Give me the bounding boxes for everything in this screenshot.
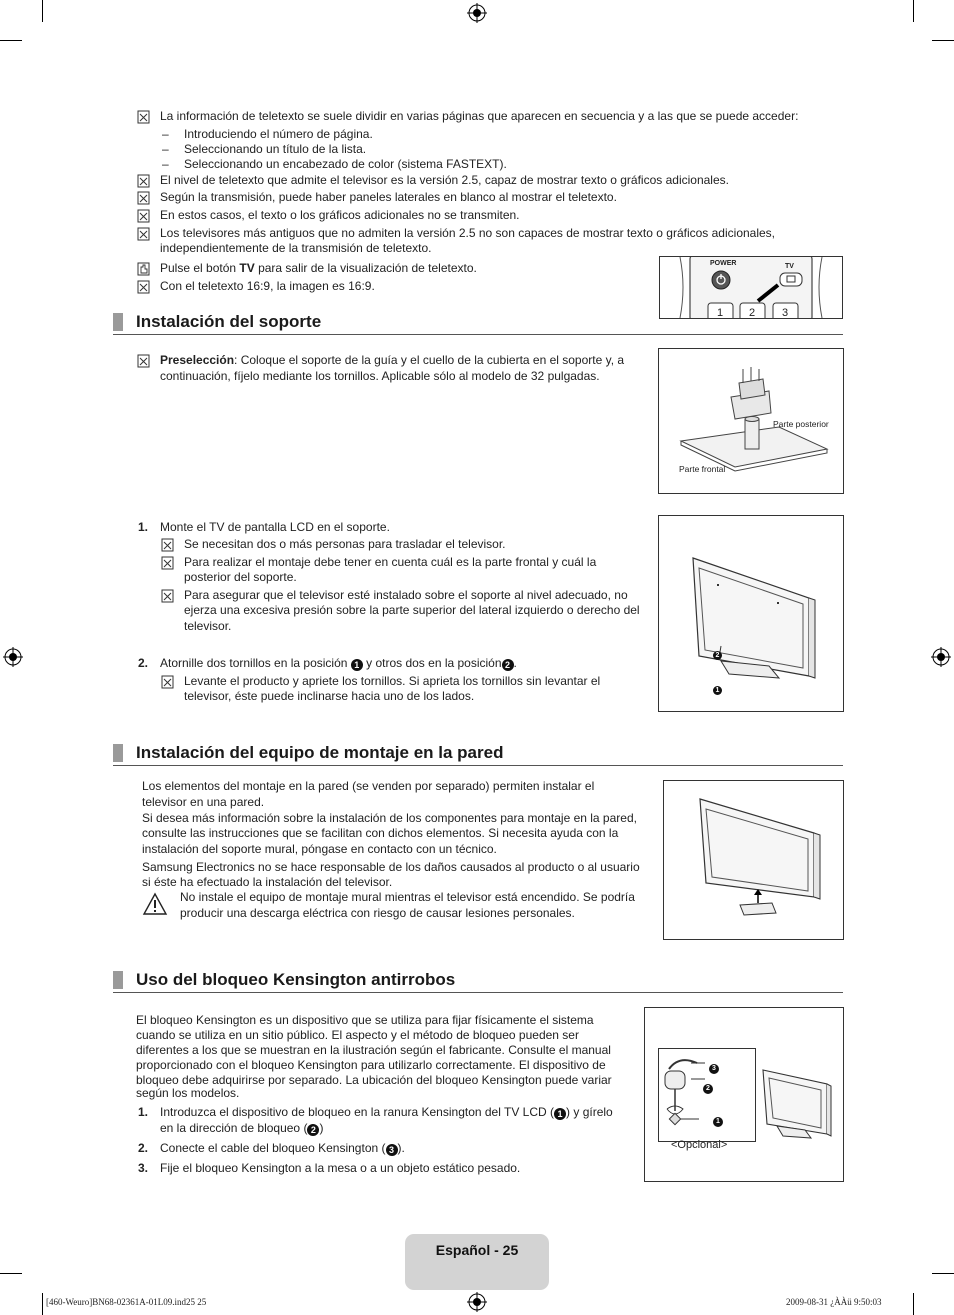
circled-number-3: 3	[709, 1064, 719, 1074]
crop-mark	[932, 1273, 954, 1274]
paragraph: instalación del soporte mural, póngase en contacto con un técnico.	[142, 842, 497, 856]
note-icon	[137, 191, 151, 205]
step-text: Atornille dos tornillos en la posición 1 y otros dos en la posición 2 .	[160, 656, 517, 670]
paragraph: proporcionado con el bloqueo Kensington para utilizarlo correctamente. El dispositivo de	[136, 1058, 606, 1072]
key-1: 1	[717, 307, 724, 319]
warning-icon	[142, 892, 168, 916]
dash: –	[162, 127, 169, 141]
paragraph: diferentes a los que se muestran en la ilustración según el fabricante. Consulte el manual	[136, 1043, 611, 1057]
circled-number-2: 2	[307, 1124, 319, 1136]
paragraph: televisor en una pared.	[142, 795, 265, 809]
preselection-text: Preselección: Coloque el soporte de la guía y el cuello de la cubierta en el soporte y, a	[160, 353, 625, 367]
note-text: La información de teletexto se suele dividir en varias páginas que aparecen en secuencia y a las que se puede acceder:	[160, 109, 799, 123]
dash-item: Introduciendo el número de página.	[184, 127, 373, 141]
tv-kensington-illustration	[757, 1066, 837, 1146]
step-text: Conecte el cable del bloqueo Kensington ( 3 ).	[160, 1141, 405, 1155]
step-text: Introduzca el dispositivo de bloqueo en la ranura Kensington del TV LCD ( 1 ) y gírelo	[160, 1105, 613, 1119]
power-label: POWER	[710, 260, 737, 267]
circled-number-1: 1	[351, 659, 363, 671]
warning-text: No instale el equipo de montaje mural mientras el televisor está encendido. Se podría	[180, 890, 635, 904]
lock-illustration	[659, 1049, 755, 1141]
tv-back-illustration	[659, 516, 843, 711]
circled-number-1: 1	[713, 686, 722, 695]
note-text: televisor.	[184, 619, 232, 633]
stand-figure	[658, 348, 844, 494]
section-title-wall: Instalación del equipo de montaje en la pared	[136, 743, 504, 762]
note-icon	[161, 538, 175, 552]
registration-mark-icon	[467, 3, 487, 23]
circled-number-1: 1	[554, 1108, 566, 1120]
step-number: 1.	[138, 520, 149, 534]
step-number: 3.	[138, 1161, 149, 1175]
circled-number-2: 2	[502, 659, 514, 671]
circled-number-2: 2	[713, 651, 722, 660]
note-text: independientemente de la transmisión de teletexto.	[160, 241, 432, 255]
note-icon	[137, 209, 151, 223]
note-icon	[137, 110, 151, 124]
registration-mark-icon	[3, 647, 23, 667]
key-2: 2	[749, 307, 756, 319]
circled-number-2: 2	[703, 1084, 713, 1094]
tv-label: TV	[785, 263, 794, 270]
crop-mark	[0, 1273, 22, 1274]
paragraph: cuando se utiliza en un sitio público. El aspecto y el método de bloqueo pueden ser	[136, 1028, 579, 1042]
note-icon	[137, 174, 151, 188]
fig-label-front: Parte frontal	[679, 464, 726, 474]
note-icon	[161, 675, 175, 689]
dash: –	[162, 157, 169, 171]
page-number: Español - 25	[435, 1242, 519, 1258]
step-text: Monte el TV de pantalla LCD en el soporte.	[160, 520, 390, 534]
paragraph: si éste ha efectuado la instalación del televisor.	[142, 875, 393, 889]
note-text: Pulse el botón TV para salir de la visualización de teletexto.	[160, 261, 477, 275]
note-text: Con el teletexto 16:9, la imagen es 16:9.	[160, 279, 375, 293]
section-rule	[113, 765, 843, 766]
section-bar	[113, 971, 123, 989]
key-3: 3	[782, 307, 789, 319]
note-text: Según la transmisión, puede haber paneles laterales en blanco al mostrar el teletexto.	[160, 190, 617, 204]
crop-mark	[42, 0, 43, 22]
crop-mark	[0, 40, 22, 41]
wall-mount-illustration	[664, 781, 843, 939]
paragraph: Si desea más información sobre la instalación de los componentes para montaje en la pared,	[142, 811, 637, 825]
warning-text: producir una descarga eléctrica con riesgo de causar lesiones personales.	[180, 906, 575, 920]
note-text: ejerza una excesiva presión sobre la parte superior del lateral izquierdo o derecho del	[184, 603, 640, 617]
step-text: Fije el bloqueo Kensington a la mesa o a un objeto estático pesado.	[160, 1161, 521, 1175]
lock-inset	[658, 1048, 756, 1142]
section-title-kensington: Uso del bloqueo Kensington antirrobos	[136, 970, 456, 989]
note-text: posterior del soporte.	[184, 570, 297, 584]
crop-mark	[42, 1293, 43, 1315]
circled-number-1: 1	[713, 1117, 723, 1127]
section-title-stand: Instalación del soporte	[136, 312, 322, 331]
dash: –	[162, 142, 169, 156]
crop-mark	[932, 40, 954, 41]
note-icon	[137, 354, 151, 368]
crop-mark	[913, 1293, 914, 1315]
section-rule	[113, 334, 843, 335]
paragraph: según los modelos.	[136, 1086, 240, 1100]
tv-mount-figure	[658, 515, 844, 712]
remote-figure	[659, 256, 843, 319]
kensington-figure	[644, 1007, 844, 1182]
step-number: 2.	[138, 1141, 149, 1155]
optional-label: <Opcional>	[671, 1139, 728, 1151]
preselection-text: continuación, fíjelo mediante los tornillos. Aplicable sólo al modelo de 32 pulgadas.	[160, 369, 600, 383]
note-text: El nivel de teletexto que admite el televisor es la versión 2.5, capaz de mostrar texto o gráficos adicionales.	[160, 173, 729, 187]
section-rule	[113, 992, 843, 993]
note-text: Para realizar el montaje debe tener en cuenta cuál es la parte frontal y cuál la	[184, 555, 597, 569]
step-number: 2.	[138, 656, 149, 670]
note-text: Para asegurar que el televisor esté instalado sobre el soporte al nivel adecuado, no	[184, 588, 628, 602]
print-date: 2009-08-31 ¿ÀÀü 9:50:03	[786, 1297, 882, 1307]
section-bar	[113, 744, 123, 762]
note-text: En estos casos, el texto o los gráficos adicionales no se transmiten.	[160, 208, 520, 222]
note-icon	[137, 280, 151, 294]
note-icon	[137, 227, 151, 241]
note-text: Levante el producto y apriete los tornillos. Si aprieta los tornillos sin levantar el	[184, 674, 601, 688]
section-bar	[113, 313, 123, 331]
dash-item: Seleccionando un encabezado de color (sistema FASTEXT).	[184, 157, 507, 171]
paragraph: consulte las instrucciones que se facilitan con dichos elementos. Si necesita ayuda con la	[142, 826, 619, 840]
registration-mark-icon	[467, 1292, 487, 1312]
registration-mark-icon	[931, 647, 951, 667]
wall-mount-figure	[663, 780, 844, 940]
step-text: en la dirección de bloqueo ( 2 )	[160, 1121, 324, 1135]
note-text: Los televisores más antiguos que no admiten la versión 2.5 no son capaces de mostrar texto o gráficos adicionales,	[160, 226, 776, 240]
circled-number-3: 3	[386, 1144, 398, 1156]
paragraph: bloqueo debe adquirirse por separado. La ubicación del bloqueo Kensington puede variar	[136, 1073, 612, 1087]
note-text: Se necesitan dos o más personas para trasladar el televisor.	[184, 537, 506, 551]
dash-item: Seleccionando un título de la lista.	[184, 142, 367, 156]
note-icon	[161, 589, 175, 603]
paragraph: Los elementos del montaje en la pared (se venden por separado) permiten instalar el	[142, 779, 595, 793]
paragraph: Samsung Electronics no se hace responsable de los daños causados al producto o al usuario	[142, 860, 640, 874]
paragraph: El bloqueo Kensington es un dispositivo que se utiliza para fijar físicamente el sistema	[136, 1013, 594, 1027]
crop-mark	[913, 0, 914, 22]
step-number: 1.	[138, 1105, 149, 1119]
fig-label-back: Parte posterior	[773, 419, 829, 429]
note-text: televisor, éste puede inclinarse hacia uno de los lados.	[184, 689, 475, 703]
file-info: [460-Weuro]BN68-02361A-01L09.ind25 25	[46, 1297, 207, 1307]
note-icon	[161, 556, 175, 570]
hand-icon	[137, 262, 151, 276]
